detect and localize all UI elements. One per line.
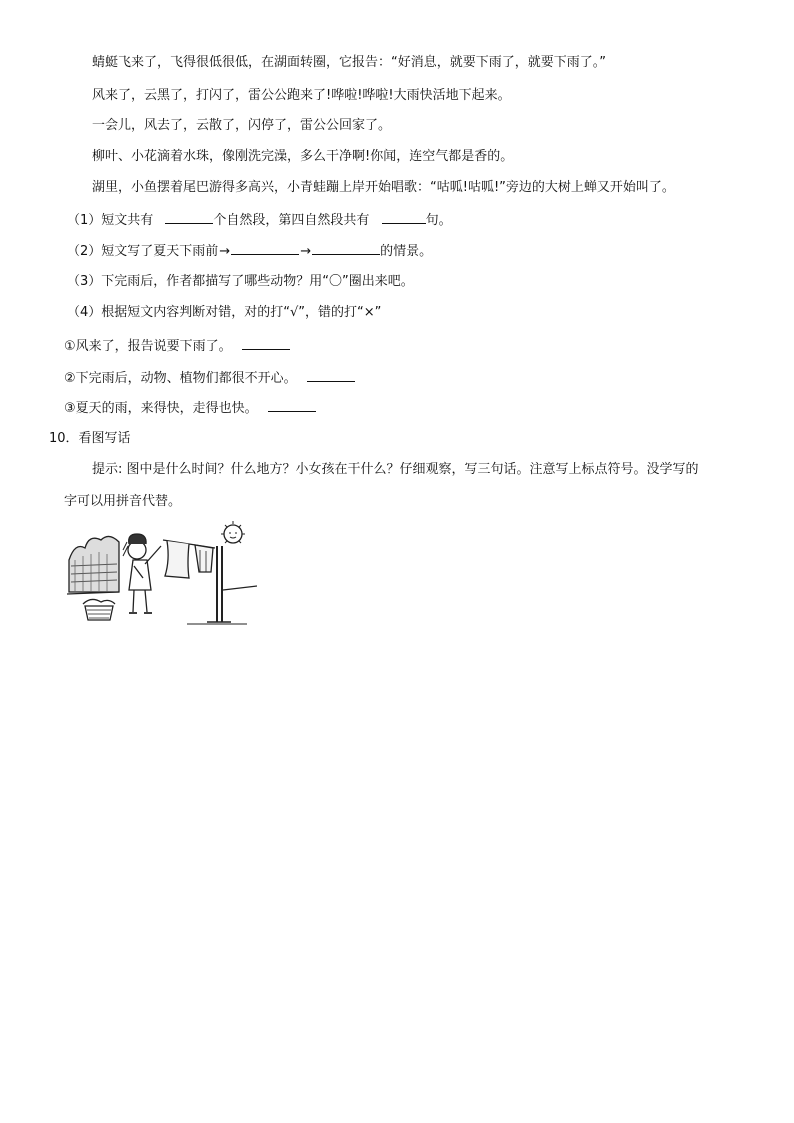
judge-item-1	[64, 337, 290, 356]
question-10-title: 10．看图写话	[49, 431, 131, 446]
answer-blank[interactable]	[268, 399, 316, 412]
answer-blank[interactable]	[307, 369, 355, 382]
arrow-icon: →	[219, 244, 231, 259]
illustration-girl-hanging-laundry	[67, 520, 257, 628]
question-3: （3）下完雨后，作者都描写了哪些动物？用“〇”圈出来吧。	[67, 274, 414, 289]
question-1	[67, 211, 452, 230]
judge-item-1-text: ①风来了，报告说要下雨了。	[64, 339, 232, 354]
answer-blank[interactable]	[231, 242, 299, 255]
answer-blank[interactable]	[382, 211, 426, 224]
arrow-icon: →	[300, 244, 312, 259]
question-1-text-b: 个自然段，第四自然段共有	[213, 213, 370, 228]
judge-item-2-text: ②下完雨后，动物、植物们都很不开心。	[64, 371, 297, 386]
passage-paragraph-1: 蜻蜓飞来了，飞得很低很低，在湖面转圈，它报告：“好消息，就要下雨了，就要下雨了。”	[92, 55, 606, 70]
question-2-text-a: （2）短文写了夏天下雨前	[67, 244, 219, 259]
question-4: （4）根据短文内容判断对错，对的打“√”，错的打“×”	[67, 305, 382, 320]
passage-paragraph-5: 湖里，小鱼摆着尾巴游得多高兴，小青蛙蹦上岸开始唱歌：“咕呱!咕呱!”旁边的大树上蝉又开始叫了。	[92, 180, 675, 195]
judge-item-2	[64, 369, 355, 388]
question-2	[67, 242, 432, 261]
question-1-text-a: （1）短文共有	[67, 213, 154, 228]
question-10-hint-line-1: 提示: 图中是什么时间？什么地方？小女孩在干什么？仔细观察，写三句话。注意写上标点符号。没学写的	[92, 462, 699, 477]
answer-blank[interactable]	[165, 211, 213, 224]
question-10-hint-line-2: 字可以用拼音代替。	[64, 494, 182, 509]
answer-blank[interactable]	[242, 337, 290, 350]
passage-paragraph-2: 风来了，云黑了，打闪了，雷公公跑来了!哗啦!哗啦!大雨快活地下起来。	[92, 88, 511, 103]
passage-paragraph-4: 柳叶、小花滴着水珠，像刚洗完澡，多么干净啊!你闻，连空气都是香的。	[92, 149, 514, 164]
answer-blank[interactable]	[312, 242, 380, 255]
judge-item-3-text: ③夏天的雨，来得快，走得也快。	[64, 401, 258, 416]
question-2-text-c: 的情景。	[380, 244, 433, 259]
question-1-text-c: 句。	[425, 213, 452, 228]
judge-item-3	[64, 399, 316, 418]
passage-paragraph-3: 一会儿，风去了，云散了，闪停了，雷公公回家了。	[92, 118, 392, 133]
